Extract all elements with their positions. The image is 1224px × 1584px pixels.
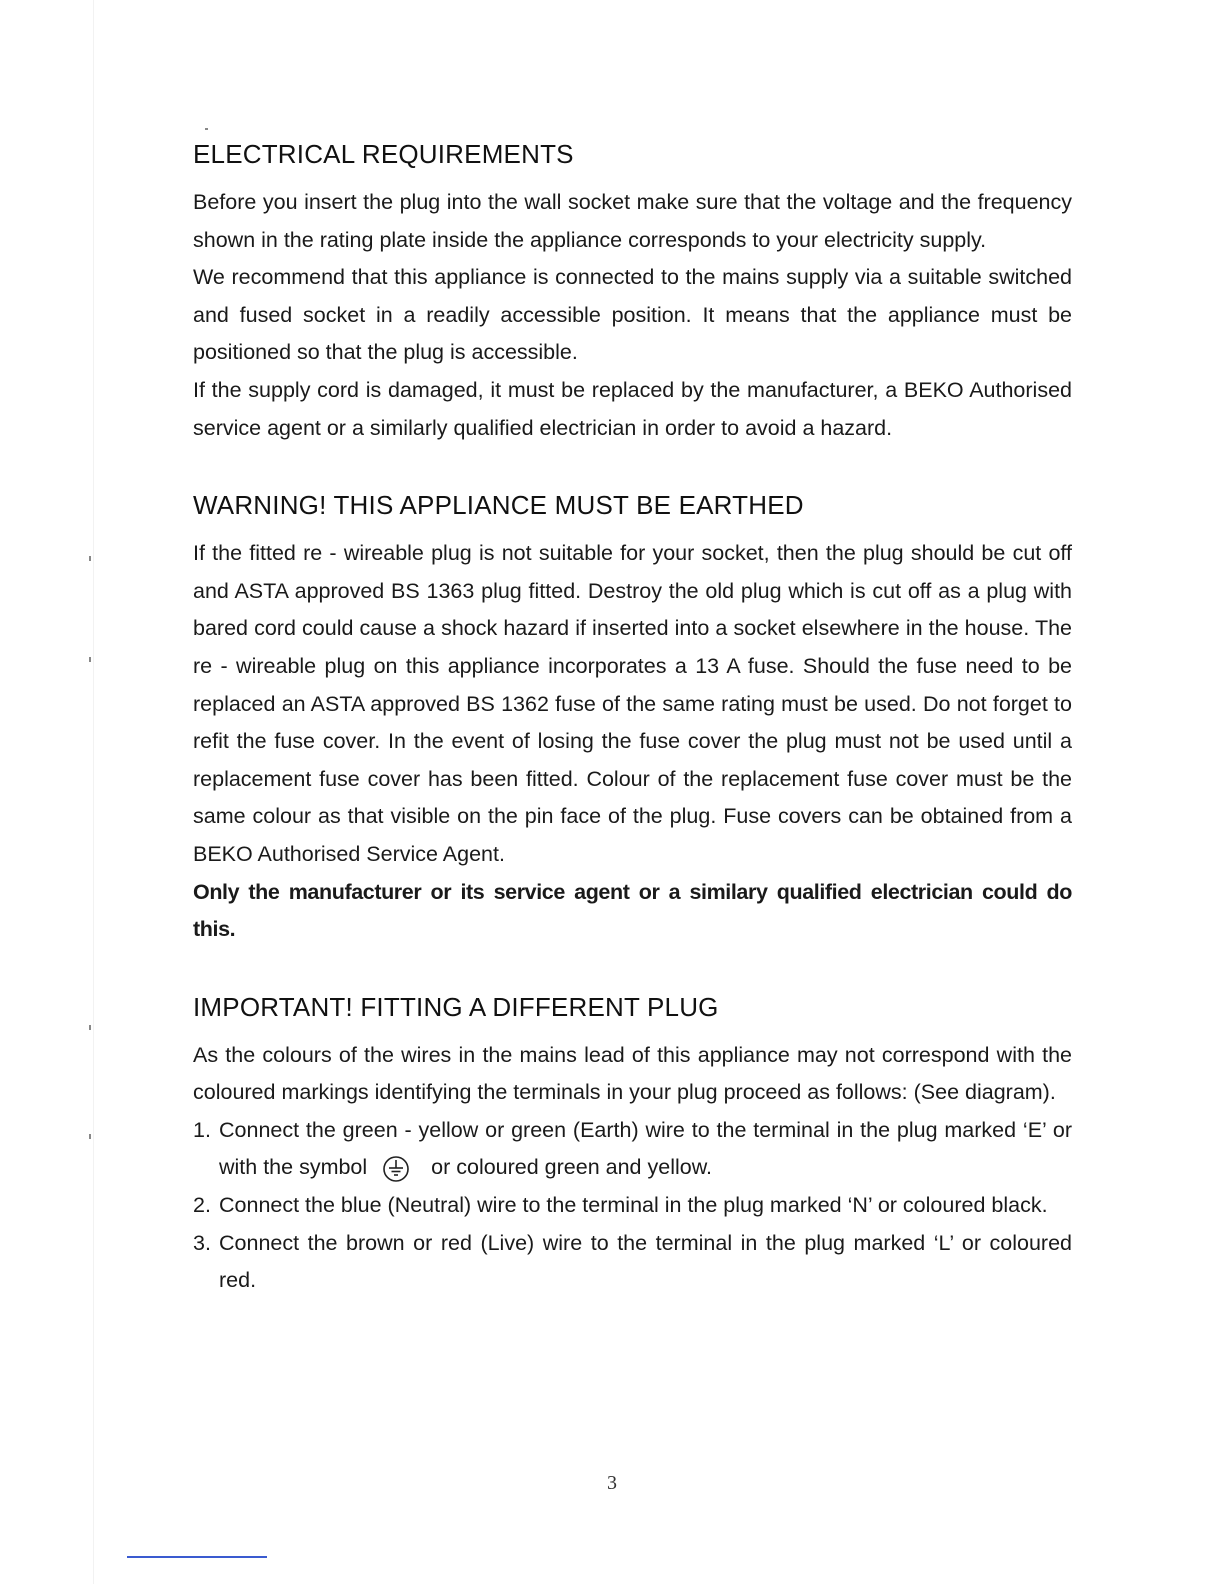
margin-mark: [89, 1025, 91, 1030]
list-item: [193, 1187, 1072, 1225]
step-number: 1.: [193, 1117, 211, 1142]
scan-edge: [93, 0, 94, 1584]
section-electrical-requirements: [193, 138, 1072, 447]
margin-mark: [89, 657, 91, 662]
margin-mark: [89, 1134, 91, 1139]
wiring-steps: [193, 1112, 1072, 1300]
paragraph: If the supply cord is damaged, it must be replaced by the manufacturer, a BEKO Authorised service agent or a similarly qualified electrician in order to avoid a hazard.: [193, 377, 1072, 440]
step-number: 2.: [193, 1193, 211, 1218]
step-text: Connect the brown or red (Live) wire to the terminal in the plug marked ‘L’ or coloured red.: [219, 1230, 1072, 1293]
step-text: Connect the green - yellow or green (Earth) wire to the terminal in the plug marked ‘E’ or with the symbol: [219, 1117, 1072, 1180]
paragraph: As the colours of the wires in the mains lead of this appliance may not correspond with the coloured markings identifying the terminals in your plug proceed as follows: (See diagram).: [193, 1042, 1072, 1105]
paragraph: Before you insert the plug into the wall socket make sure that the voltage and the frequency shown in the rating plate inside the appliance corresponds to your electricity supply.: [193, 190, 1072, 252]
step-number: 3.: [193, 1230, 211, 1255]
section-earthing-warning: [193, 489, 1072, 949]
margin-mark: [89, 556, 91, 561]
paragraph: We recommend that this appliance is connected to the mains supply via a suitable switched and fused socket in a readily accessible position. It means that the appliance must be positioned so that the plug is accessible.: [193, 265, 1072, 365]
page-content: [193, 138, 1072, 1300]
step-text: Connect the blue (Neutral) wire to the terminal in the plug marked ‘N’ or coloured black.: [219, 1193, 1048, 1218]
list-item: [193, 1225, 1072, 1300]
paragraph: If the fitted re - wireable plug is not suitable for your socket, then the plug should be cut off and ASTA approved BS 1363 plug fitted. Destroy the old plug which is cut off as a plug with bared cord could cause a shock hazard if inserted into a socket elsewhere in the house. The re - wireable plug on this appliance incorporates a 13 A fuse. Should the fuse need to be replaced an ASTA approved BS 1362 fuse of the same rating must be used. Do not forget to refit the fuse cover. In the event of losing the fuse cover the plug must not be used until a replacement fuse cover has been fitted. Colour of the replacement fuse cover must be the same colour as that visible on the pin face of the plug. Fuse covers can be obtained from a BEKO Authorised Service Agent.: [193, 541, 1072, 866]
section-fitting-plug: [193, 991, 1072, 1300]
step-text: or coloured green and yellow.: [431, 1155, 713, 1180]
bold-note: Only the manufacturer or its service agent or a similary qualified electrician could do this.: [193, 879, 1072, 942]
section-heading: IMPORTANT! FITTING A DIFFERENT PLUG: [193, 991, 719, 1022]
earth-symbol-icon: [381, 1154, 411, 1184]
section-heading: ELECTRICAL REQUIREMENTS: [193, 139, 574, 169]
section-heading: WARNING! THIS APPLIANCE MUST BE EARTHED: [193, 490, 804, 521]
list-item: [193, 1112, 1072, 1187]
footer-rule: [127, 1556, 267, 1558]
page-number: 3: [607, 1472, 617, 1494]
margin-mark: [205, 128, 208, 130]
